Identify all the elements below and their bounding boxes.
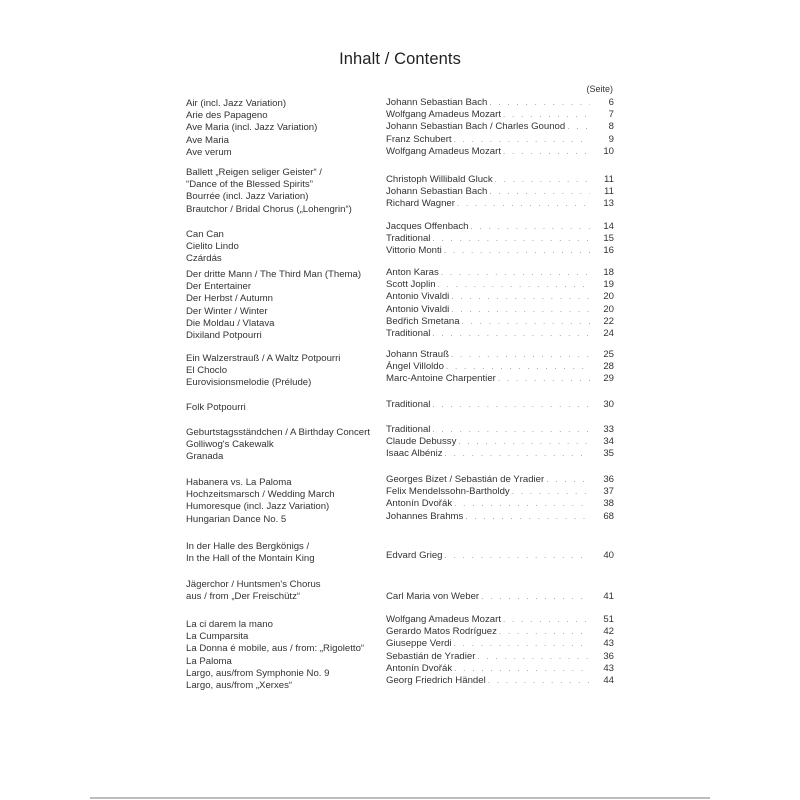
- piece-title: Czárdás: [186, 253, 222, 265]
- composer-name: Ángel Villoldo: [386, 361, 444, 373]
- toc-entry: [386, 328, 614, 340]
- composer-name: Antonín Dvořák: [386, 498, 453, 510]
- dot-leader: [503, 614, 590, 626]
- toc-entry: [386, 134, 614, 146]
- toc-entry: [386, 279, 614, 291]
- toc-group-entries: [386, 221, 614, 258]
- piece-title: El Choclo: [186, 365, 228, 377]
- toc-group-titles: [186, 229, 239, 266]
- toc-group-entries: [386, 424, 614, 461]
- composer-name: Antonio Vivaldi: [386, 303, 450, 315]
- composer-name: Vittorio Monti: [386, 245, 442, 257]
- toc-group-titles: [186, 402, 246, 414]
- toc-group-entries: [386, 614, 614, 687]
- toc-entry: [386, 550, 614, 562]
- piece-title: Der dritte Mann / The Third Man (Thema): [186, 269, 362, 280]
- page-number: 24: [603, 328, 614, 340]
- page-number: 14: [603, 221, 614, 232]
- dot-leader: [481, 591, 590, 603]
- dot-leader: [454, 663, 590, 675]
- page-number: 6: [608, 97, 614, 108]
- page-number: 33: [603, 424, 614, 435]
- toc-entry: [386, 316, 614, 328]
- dot-leader: [446, 361, 590, 373]
- toc-entry: [386, 448, 614, 460]
- toc-group-entries: [386, 97, 614, 158]
- composer-name: Antonio Vivaldi: [386, 291, 450, 303]
- piece-title: Folk Potpourri: [186, 402, 246, 413]
- piece-title: Geburtstagsständchen / A Birthday Concert: [186, 427, 370, 438]
- toc-entry: [386, 221, 614, 233]
- dot-leader: [512, 486, 590, 498]
- dot-leader: [489, 97, 590, 109]
- page-number: 36: [603, 650, 614, 662]
- composer-name: Johann Sebastian Bach / Charles Gounod: [386, 121, 566, 133]
- toc-group-entries: [386, 349, 614, 386]
- page-number: 43: [603, 638, 614, 650]
- composer-name: Bedřich Smetana: [386, 315, 460, 327]
- toc-group-titles: [186, 541, 315, 565]
- page-number: 25: [603, 349, 614, 360]
- piece-title: Golliwog's Cakewalk: [186, 439, 274, 451]
- toc-group-titles: [186, 619, 364, 692]
- piece-title: Hungarian Dance No. 5: [186, 513, 287, 525]
- composer-name: Jacques Offenbach: [386, 221, 469, 232]
- toc-entry: [386, 146, 614, 158]
- dot-leader: [499, 626, 590, 638]
- toc-entry: [386, 304, 614, 316]
- toc-entry: [386, 591, 614, 603]
- page-number: 10: [603, 145, 614, 157]
- piece-title: In der Halle des Bergkönigs /: [186, 541, 310, 552]
- toc-entry: [386, 186, 614, 198]
- dot-leader: [451, 304, 590, 316]
- dot-leader: [465, 511, 590, 523]
- page-number: 51: [603, 614, 614, 625]
- piece-title: “Dance of the Blessed Spirits”: [186, 179, 313, 191]
- toc-entry: [386, 349, 614, 361]
- page-column-label: (Seite): [586, 84, 613, 94]
- toc-group-titles: [186, 269, 361, 342]
- dot-leader: [438, 279, 590, 291]
- toc-entry: [386, 267, 614, 279]
- composer-name: Richard Wagner: [386, 198, 455, 210]
- page-number: 28: [603, 361, 614, 373]
- piece-title: Hochzeitsmarsch / Wedding March: [186, 489, 335, 501]
- toc-group-entries: [386, 267, 614, 340]
- piece-title: Cielito Lindo: [186, 241, 239, 253]
- piece-title: Bourrée (incl. Jazz Variation): [186, 191, 309, 203]
- piece-title: Largo, aus/from „Xerxes“: [186, 680, 293, 692]
- composer-name: Scott Joplin: [386, 279, 436, 291]
- dot-leader: [495, 174, 590, 186]
- dot-leader: [498, 373, 590, 385]
- toc-group-titles: [186, 353, 340, 390]
- piece-title: Der Entertainer: [186, 281, 252, 293]
- page-number: 34: [603, 436, 614, 448]
- composer-name: Franz Schubert: [386, 133, 452, 145]
- piece-title: Brautchor / Bridal Chorus („Lohengrin“): [186, 203, 352, 215]
- piece-title: Eurovisionsmelodie (Prélude): [186, 377, 312, 389]
- composer-name: Carl Maria von Weber: [386, 591, 480, 602]
- toc-entry: [386, 675, 614, 687]
- composer-name: Traditional: [386, 233, 431, 245]
- piece-title: Jägerchor / Huntsmen's Chorus: [186, 579, 321, 590]
- page-number: 22: [603, 315, 614, 327]
- composer-name: Wolfgang Amadeus Mozart: [386, 614, 502, 625]
- toc-group-titles: [186, 477, 335, 526]
- toc-entry: [386, 174, 614, 186]
- toc-entry: [386, 626, 614, 638]
- composer-name: Georges Bizet / Sebastián de Yradier: [386, 474, 545, 485]
- toc-entry: [386, 198, 614, 210]
- piece-title: Ave verum: [186, 146, 232, 158]
- toc-entry: [386, 474, 614, 486]
- page-number: 15: [603, 233, 614, 245]
- piece-title: La Paloma: [186, 655, 232, 667]
- page-number: 16: [603, 245, 614, 257]
- composer-name: Giuseppe Verdi: [386, 638, 452, 650]
- piece-title: Largo, aus/from Symphonie No. 9: [186, 667, 330, 679]
- composer-name: Marc-Antoine Charpentier: [386, 373, 496, 385]
- toc-entry: [386, 511, 614, 523]
- page-number: 44: [603, 675, 614, 687]
- toc-entry: [386, 373, 614, 385]
- piece-title: Der Herbst / Autumn: [186, 293, 273, 305]
- piece-title: In the Hall of the Montain King: [186, 553, 315, 565]
- piece-title: La ci darem la mano: [186, 619, 273, 630]
- piece-title: Ave Maria: [186, 134, 230, 146]
- dot-leader: [457, 198, 590, 210]
- toc-entry: [386, 245, 614, 257]
- dot-leader: [503, 109, 590, 121]
- toc-group-entries: [386, 591, 614, 603]
- page-number: 11: [604, 186, 614, 198]
- composer-name: Edvard Grieg: [386, 550, 443, 561]
- toc-entry: [386, 424, 614, 436]
- composer-name: Johann Sebastian Bach: [386, 186, 488, 198]
- composer-name: Wolfgang Amadeus Mozart: [386, 109, 502, 121]
- piece-title: Dixiland Potpourri: [186, 330, 262, 342]
- piece-title: Die Moldau / Vlatava: [186, 317, 275, 329]
- toc-entry: [386, 651, 614, 663]
- page-number: 43: [603, 662, 614, 674]
- dot-leader: [432, 328, 590, 340]
- piece-title: Der Winter / Winter: [186, 305, 268, 317]
- composer-name: Felix Mendelssohn-Bartholdy: [386, 486, 510, 498]
- piece-title: Can Can: [186, 229, 224, 240]
- dot-leader: [444, 245, 590, 257]
- toc-entry: [386, 486, 614, 498]
- page-number: 13: [603, 198, 614, 210]
- dot-leader: [451, 349, 590, 361]
- dot-leader: [488, 675, 590, 687]
- piece-title: Ave Maria (incl. Jazz Variation): [186, 122, 318, 134]
- page-number: 68: [603, 510, 614, 522]
- dot-leader: [432, 399, 590, 411]
- dot-leader: [489, 186, 590, 198]
- toc-group-titles: [186, 98, 317, 159]
- composer-name: Sebastián de Yradier: [386, 650, 476, 662]
- dot-leader: [432, 424, 590, 436]
- toc-group-titles: [186, 427, 370, 464]
- toc-group-entries: [386, 550, 614, 562]
- toc-entry: [386, 614, 614, 626]
- page-number: 19: [603, 279, 614, 291]
- dot-leader: [458, 436, 590, 448]
- toc-entry: [386, 291, 614, 303]
- toc-entry: [386, 498, 614, 510]
- page-number: 42: [603, 626, 614, 638]
- composer-name: Gerardo Matos Rodríguez: [386, 626, 497, 638]
- page-number: 18: [603, 267, 614, 278]
- piece-title: La Donna é mobile, aus / from: „Rigoletto“: [186, 643, 365, 655]
- composer-name: Georg Friedrich Händel: [386, 675, 486, 687]
- page-number: 30: [603, 399, 614, 410]
- composer-name: Christoph Willibald Gluck: [386, 174, 493, 185]
- page-number: 36: [603, 474, 614, 485]
- page-number: 38: [603, 498, 614, 510]
- toc-group-titles: [186, 579, 321, 603]
- piece-title: Humoresque (incl. Jazz Variation): [186, 501, 330, 513]
- piece-title: Arie des Papageno: [186, 110, 268, 122]
- page-number: 8: [608, 121, 614, 133]
- piece-title: Ein Walzerstrauß / A Waltz Potpourri: [186, 353, 341, 364]
- composer-name: Traditional: [386, 328, 431, 340]
- piece-title: La Cumparsita: [186, 631, 249, 643]
- toc-entry: [386, 638, 614, 650]
- composer-name: Johann Strauß: [386, 349, 449, 360]
- toc-entry: [386, 233, 614, 245]
- piece-title: Ballett „Reigen seliger Geister“ /: [186, 167, 322, 178]
- composer-name: Wolfgang Amadeus Mozart: [386, 145, 502, 157]
- toc-entry: [386, 109, 614, 121]
- toc-group-titles: [186, 167, 352, 216]
- toc-entry: [386, 399, 614, 411]
- dot-leader: [454, 498, 590, 510]
- dot-leader: [441, 267, 590, 279]
- composer-name: Antonín Dvořák: [386, 662, 453, 674]
- toc-group-entries: [386, 474, 614, 523]
- dot-leader: [546, 474, 590, 486]
- toc-entry: [386, 361, 614, 373]
- dot-leader: [567, 121, 590, 133]
- dot-leader: [471, 221, 591, 233]
- composer-name: Traditional: [386, 424, 431, 435]
- page-number: 37: [603, 486, 614, 498]
- dot-leader: [462, 316, 590, 328]
- dot-leader: [445, 550, 590, 562]
- dot-leader: [454, 638, 590, 650]
- toc-entry: [386, 121, 614, 133]
- page-number: 29: [603, 373, 614, 385]
- page-number: 20: [603, 291, 614, 303]
- page-number: 11: [604, 174, 614, 185]
- page-number: 41: [603, 591, 614, 602]
- composer-name: Claude Debussy: [386, 436, 457, 448]
- page-number: 35: [603, 448, 614, 460]
- composer-name: Anton Karas: [386, 267, 439, 278]
- composer-name: Johannes Brahms: [386, 510, 464, 522]
- piece-title: aus / from „Der Freischütz“: [186, 591, 301, 603]
- page-number: 40: [603, 550, 614, 561]
- toc-group-entries: [386, 174, 614, 211]
- composer-name: Isaac Albéniz: [386, 448, 443, 460]
- toc-entry: [386, 663, 614, 675]
- piece-title: Air (incl. Jazz Variation): [186, 98, 287, 109]
- piece-title: Habanera vs. La Paloma: [186, 477, 292, 488]
- dot-leader: [432, 233, 590, 245]
- composer-name: Traditional: [386, 399, 431, 410]
- page-number: 7: [608, 109, 614, 121]
- piece-title: Granada: [186, 451, 224, 463]
- dot-leader: [445, 448, 590, 460]
- dot-leader: [477, 651, 590, 663]
- dot-leader: [503, 146, 590, 158]
- toc-entry: [386, 97, 614, 109]
- toc-entry: [386, 436, 614, 448]
- page-number: 20: [603, 303, 614, 315]
- page-number: 9: [608, 133, 614, 145]
- toc-group-entries: [386, 399, 614, 411]
- composer-name: Johann Sebastian Bach: [386, 97, 488, 108]
- page-title: Inhalt / Contents: [339, 50, 461, 68]
- dot-leader: [451, 291, 590, 303]
- dot-leader: [454, 134, 590, 146]
- bottom-rule: [90, 797, 710, 799]
